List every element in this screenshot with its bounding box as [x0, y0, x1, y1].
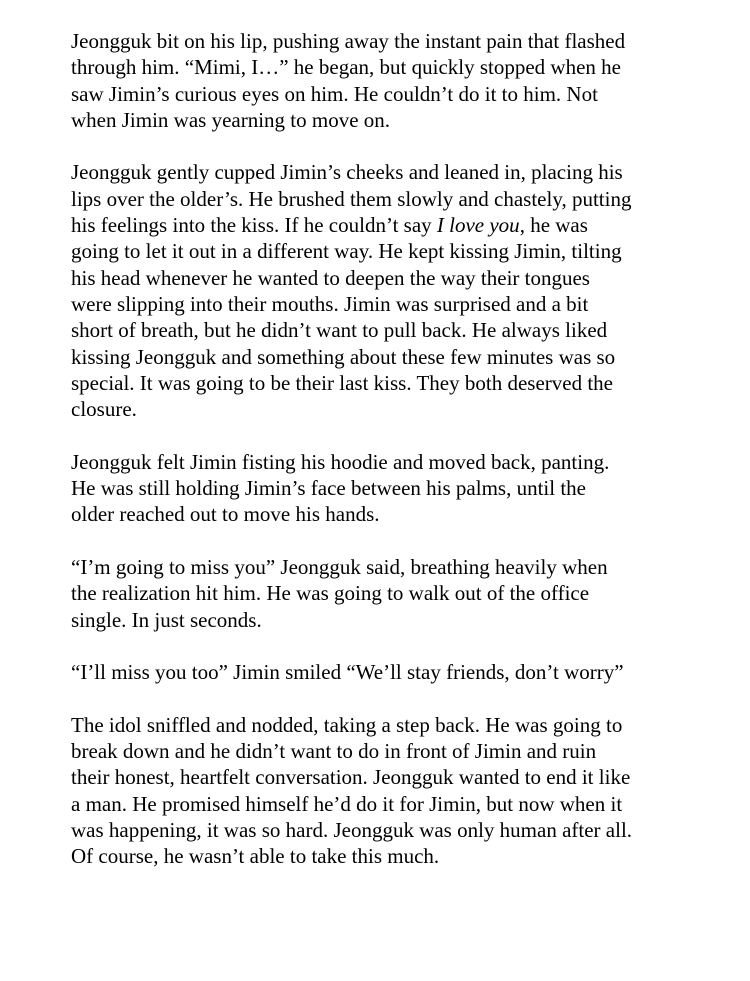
text-line: Jeongguk gently cupped Jimin’s cheeks and leaned in, placing his [71, 160, 623, 185]
text-segment: , he was [519, 213, 588, 238]
text-line: when Jimin was yearning to move on. [71, 107, 391, 132]
text-line-with-italic [71, 212, 731, 238]
text-line: Of course, he wasn’t able to take this much. [71, 844, 440, 869]
text-line: kissing Jeongguk and something about these few minutes was so [71, 344, 616, 369]
text-line: a man. He promised himself he’d do it for Jimin, but now when it [71, 791, 623, 816]
text-line: was happening, it was so hard. Jeongguk was only human after all. [71, 817, 633, 842]
document-page [71, 28, 731, 896]
text-line: closure. [71, 397, 137, 422]
text-line: break down and he didn’t want to do in front of Jimin and ruin [71, 739, 597, 764]
italic-phrase: I love you [436, 213, 520, 238]
text-line: were slipping into their mouths. Jimin was surprised and a bit [71, 291, 589, 316]
paragraph-3 [71, 449, 731, 528]
text-line: lips over the older’s. He brushed them slowly and chastely, putting [71, 186, 632, 211]
text-line: The idol sniffled and nodded, taking a step back. He was going to [71, 712, 623, 737]
text-line: special. It was going to be their last kiss. They both deserved the [71, 370, 613, 395]
text-line: going to let it out in a different way. He kept kissing Jimin, tilting [71, 239, 622, 264]
text-line: “I’m going to miss you” Jeongguk said, breathing heavily when [71, 554, 608, 579]
text-line: older reached out to move his hands. [71, 502, 380, 527]
text-segment: his feelings into the kiss. If he couldn’t say [71, 213, 437, 238]
text-line: single. In just seconds. [71, 607, 262, 632]
text-line: “I’ll miss you too” Jimin smiled “We’ll stay friends, don’t worry” [71, 660, 624, 685]
text-line: Jeongguk felt Jimin fisting his hoodie and moved back, panting. [71, 449, 610, 474]
paragraph-2 [71, 159, 731, 422]
text-line: their honest, heartfelt conversation. Jeongguk wanted to end it like [71, 765, 631, 790]
paragraph-5 [71, 659, 731, 685]
text-line: Jeongguk bit on his lip, pushing away the instant pain that flashed [71, 29, 626, 53]
paragraph-4 [71, 554, 731, 633]
text-line: saw Jimin’s curious eyes on him. He couldn’t do it to him. Not [71, 81, 598, 106]
text-line: his head whenever he wanted to deepen the way their tongues [71, 265, 590, 290]
paragraph-1 [71, 28, 731, 133]
text-line: through him. “Mimi, I…” he began, but quickly stopped when he [71, 55, 621, 80]
text-line: the realization hit him. He was going to walk out of the office [71, 581, 590, 606]
paragraph-6 [71, 712, 731, 870]
text-line: He was still holding Jimin’s face between his palms, until the [71, 476, 587, 501]
text-line: short of breath, but he didn’t want to pull back. He always liked [71, 318, 608, 343]
